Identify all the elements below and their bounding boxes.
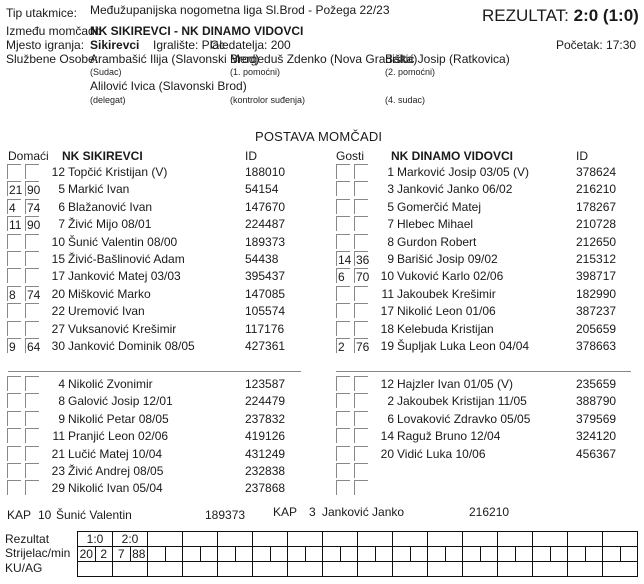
sub-minute-box	[25, 463, 39, 478]
sub-minute-box	[25, 268, 39, 283]
player-name: Jakoubek Krešimir	[397, 286, 496, 301]
sub-number-box	[7, 303, 21, 318]
away-captain-id: 216210	[469, 505, 510, 519]
player-number: 22	[51, 304, 65, 319]
minute-cell	[620, 547, 638, 562]
kickoff-time: Početak: 17:30	[556, 38, 637, 52]
sub-minute-box	[25, 164, 39, 179]
player-number: 2	[387, 394, 394, 409]
player-number: 15	[51, 252, 65, 266]
sub-number-box	[7, 446, 21, 461]
official-referee: Arambašić Ilija (Slavonski Brod)	[90, 52, 260, 66]
player-id: 123587	[245, 377, 286, 391]
away-side-label: Gosti	[336, 149, 365, 163]
scorer-cell	[288, 547, 306, 562]
player-number: 3	[387, 182, 394, 197]
sub-number-box	[336, 428, 350, 443]
sub-minute-box: 90	[27, 218, 41, 233]
sub-number-box	[7, 463, 21, 478]
sub-minute-box	[25, 376, 39, 391]
scorer-cell: 20	[78, 547, 96, 562]
card-cell	[78, 562, 113, 577]
sub-minute-box	[354, 393, 368, 408]
sub-number-box	[336, 181, 350, 196]
role-referee-observer: (kontrolor suđenja)	[230, 95, 306, 105]
sub-number-box: 8	[7, 286, 21, 301]
result-cell	[218, 532, 253, 547]
result-heading	[482, 6, 639, 26]
player-name: Jakoubek Kristijan 11/05	[397, 394, 527, 409]
player-name: Nikolić Ivan 05/04	[68, 481, 163, 496]
home-team-name: NK SIKIREVCI	[62, 149, 143, 163]
result-cell	[533, 532, 568, 547]
sub-number-box	[7, 251, 21, 266]
sub-number-box	[7, 428, 21, 443]
official-assistant-1: Mergeduš Zdenko (Nova Gradiška)	[230, 52, 418, 66]
sub-number-box: 6	[336, 268, 350, 283]
card-cell	[218, 562, 253, 577]
player-name: Kelebuda Kristijan	[397, 321, 494, 336]
sub-number-box	[7, 393, 21, 408]
away-captain-name: Janković Janko	[322, 505, 405, 519]
sub-minute-box	[354, 286, 368, 301]
sub-minute-box	[25, 411, 39, 426]
player-id: 232838	[245, 464, 286, 478]
scorer-cell	[183, 547, 201, 562]
player-name: Vuković Karlo 02/06	[397, 269, 504, 284]
player-id: 188010	[245, 165, 286, 179]
card-cell	[148, 562, 183, 577]
minute-cell	[550, 547, 568, 562]
card-cell	[568, 562, 603, 577]
sub-minute-box	[354, 463, 368, 478]
sub-number-box	[336, 199, 350, 214]
sub-number-box	[7, 376, 21, 391]
sub-minute-box	[25, 446, 39, 461]
player-number: 21	[51, 446, 65, 461]
player-name: Marković Josip 03/05 (V)	[397, 165, 530, 179]
player-name: Živić-Bašlinović Adam	[68, 252, 185, 266]
player-number: 6	[387, 411, 394, 426]
sub-number-box	[336, 393, 350, 408]
scorer-cell	[148, 547, 166, 562]
minute-cell	[270, 547, 288, 562]
player-id: 324120	[576, 429, 617, 444]
player-name: Blažanović Ivan	[68, 199, 153, 214]
sub-number-box	[336, 463, 350, 478]
result-cell	[358, 532, 393, 547]
player-number: 1	[387, 165, 394, 179]
scorer-cell	[533, 547, 551, 562]
sub-minute-box: 74	[27, 200, 41, 215]
away-id-header: ID	[576, 149, 588, 163]
home-side-label: Domaći	[8, 149, 49, 163]
player-id: 237868	[245, 481, 286, 496]
card-cell	[498, 562, 533, 577]
scorer-cell	[323, 547, 341, 562]
player-number: 14	[380, 429, 394, 444]
sub-number-box	[336, 376, 350, 391]
role-fourth-official: (4. sudac)	[385, 95, 426, 105]
player-name: Živić Mijo 08/01	[68, 217, 152, 232]
venue-value: Sikirevci	[90, 38, 140, 52]
scorer-cell	[568, 547, 586, 562]
sub-number-box: 2	[336, 338, 350, 353]
teams-value: NK SIKIREVCI - NK DINAMO VIDOVCI	[90, 24, 304, 38]
sub-minute-box: 36	[356, 253, 370, 267]
player-id: 54438	[245, 252, 279, 266]
pitch-info: Igralište: Plac	[153, 38, 226, 52]
result-cell	[288, 532, 323, 547]
venue-label: Mjesto igranja:	[6, 38, 85, 52]
player-id: 117176	[245, 321, 285, 336]
player-number: 11	[52, 429, 65, 444]
sub-minute-box	[25, 234, 39, 249]
result-cell	[393, 532, 428, 547]
sub-minute-box	[354, 216, 368, 231]
player-name: Nikolić Zvonimir	[68, 377, 153, 391]
player-name: Barišić Josip 09/02	[397, 252, 498, 266]
player-id: 388790	[576, 394, 617, 409]
home-captain-name: Šunić Valentin	[56, 508, 132, 522]
sub-minute-box	[354, 321, 368, 336]
sub-number-box: 14	[338, 253, 352, 267]
player-number: 10	[380, 269, 394, 284]
player-id: 398717	[576, 269, 617, 284]
minute-cell	[235, 547, 253, 562]
match-type-value: Međužupanijska nogometna liga Sl.Brod - Požega 22/23	[90, 3, 390, 17]
result-cell: 2:0	[113, 532, 148, 547]
player-name: Vuksanović Krešimir	[68, 321, 177, 336]
sub-minute-box	[354, 164, 368, 179]
player-number: 11	[381, 286, 394, 301]
sub-number-box	[336, 446, 350, 461]
minute-cell	[165, 547, 183, 562]
lineup-title: POSTAVA MOMČADI	[255, 129, 383, 144]
role-assistant-1: (1. pomoćni)	[230, 67, 281, 77]
grid-scorer-label: Strijelac/min	[5, 546, 71, 560]
sub-number-box: 9	[7, 338, 21, 353]
card-cell	[393, 562, 428, 577]
player-number: 17	[380, 304, 394, 319]
player-name: Markić Ivan	[68, 182, 130, 197]
player-name: Vidić Luka 10/06	[397, 446, 486, 461]
result-cell	[148, 532, 183, 547]
minute-cell: 88	[130, 547, 148, 562]
player-number: 23	[51, 464, 65, 478]
sub-minute-box	[25, 393, 39, 408]
player-id: 378663	[576, 339, 617, 353]
player-id: 215312	[576, 252, 617, 266]
sub-minute-box: 90	[27, 183, 41, 198]
player-name: Mišković Marko	[68, 286, 151, 301]
result-cell: 1:0	[78, 532, 113, 547]
minute-cell	[410, 547, 428, 562]
player-number: 12	[380, 377, 394, 391]
player-name: Uremović Ivan	[68, 304, 145, 319]
sub-minute-box	[354, 428, 368, 443]
player-id: 456367	[576, 446, 617, 461]
player-name: Šunić Valentin 08/00	[68, 234, 178, 249]
player-name: Hlebec Mihael	[397, 217, 474, 232]
player-name: Lovaković Zdravko 05/05	[397, 411, 531, 426]
scorer-cell	[393, 547, 411, 562]
player-id: 54154	[245, 182, 279, 197]
sub-minute-box	[25, 303, 39, 318]
player-number: 5	[58, 182, 65, 197]
player-id: 378624	[576, 165, 617, 179]
card-cell	[113, 562, 148, 577]
minute-cell	[445, 547, 463, 562]
scorer-cell	[218, 547, 236, 562]
scorer-cell	[498, 547, 516, 562]
player-name: Pranjić Leon 02/06	[68, 429, 169, 444]
home-captain-label: KAP	[7, 508, 32, 522]
teams-label: Između momčadi:	[6, 24, 101, 38]
player-number: 8	[387, 234, 394, 249]
player-number: 9	[387, 252, 394, 266]
player-name: Lučić Matej 10/04	[68, 446, 163, 461]
minute-cell	[480, 547, 498, 562]
player-name: Gurdon Robert	[397, 234, 477, 249]
sub-minute-box: 70	[356, 270, 370, 285]
role-delegate: (delegat)	[90, 95, 126, 105]
sub-minute-box	[354, 234, 368, 249]
player-number: 18	[380, 321, 394, 336]
sub-minute-box	[25, 480, 39, 495]
player-id: 182990	[576, 286, 617, 301]
sub-number-box	[7, 411, 21, 426]
minute-cell	[515, 547, 533, 562]
player-number: 30	[51, 339, 65, 353]
player-number: 12	[51, 165, 65, 179]
minute-cell	[340, 547, 358, 562]
sub-minute-box	[354, 303, 368, 318]
away-captain-number: 3	[309, 505, 316, 519]
sub-number-box	[336, 234, 350, 249]
player-id: 395437	[245, 269, 286, 284]
player-id: 419126	[245, 429, 286, 444]
sub-number-box	[336, 321, 350, 336]
home-captain-number: 10	[38, 508, 52, 522]
sub-number-box	[336, 480, 350, 495]
minute-cell	[585, 547, 603, 562]
officials-label: Službene Osobe:	[6, 52, 99, 66]
player-name: Živić Andrej 08/05	[68, 464, 164, 478]
scorer-cell	[253, 547, 271, 562]
home-captain-id: 189373	[205, 508, 246, 522]
card-cell	[253, 562, 288, 577]
sub-number-box	[336, 216, 350, 231]
player-id: 224487	[245, 217, 286, 232]
card-cell	[603, 562, 638, 577]
role-referee: (Sudac)	[90, 67, 122, 77]
player-id: 387237	[576, 304, 617, 319]
sub-minute-box: 64	[27, 340, 41, 354]
result-cell	[463, 532, 498, 547]
player-name: Raguž Bruno 12/04	[397, 429, 501, 444]
result-label: REZULTAT:	[482, 6, 569, 25]
player-id: 379569	[576, 411, 617, 426]
card-cell	[358, 562, 393, 577]
card-cell	[533, 562, 568, 577]
sub-minute-box	[25, 321, 39, 336]
result-cell	[183, 532, 218, 547]
sub-minute-box	[354, 376, 368, 391]
player-number: 7	[58, 217, 65, 232]
minute-cell: 2	[95, 547, 113, 562]
sub-minute-box	[25, 428, 39, 443]
sub-number-box	[336, 164, 350, 179]
minute-cell	[375, 547, 393, 562]
player-number: 6	[58, 199, 65, 214]
grid-cards-label: KU/AG	[5, 561, 43, 575]
scorer-cell	[428, 547, 446, 562]
official-assistant-2: Baltić Josip (Ratkovica)	[385, 52, 510, 66]
player-id: 178267	[576, 199, 617, 214]
card-cell	[183, 562, 218, 577]
player-name: Šupljak Luka Leon 04/04	[397, 339, 530, 353]
result-cell	[323, 532, 358, 547]
player-number: 5	[387, 199, 394, 214]
player-number: 17	[51, 269, 65, 284]
player-id: 210728	[576, 217, 617, 232]
scorer-cell	[358, 547, 376, 562]
scorer-cell	[463, 547, 481, 562]
official-delegate: Alilović Ivica (Slavonski Brod)	[90, 79, 247, 93]
result-cell	[603, 532, 638, 547]
player-id: 427361	[245, 339, 286, 353]
card-cell	[463, 562, 498, 577]
minute-cell	[200, 547, 218, 562]
sub-number-box: 21	[9, 183, 23, 198]
player-number: 20	[380, 446, 394, 461]
scorer-cell: 7	[113, 547, 131, 562]
sub-minute-box	[354, 181, 368, 196]
player-name: Gomerčić Matej	[397, 199, 482, 214]
player-id: 237832	[245, 411, 286, 426]
player-number: 9	[58, 411, 65, 426]
player-id: 105574	[245, 304, 286, 319]
player-id: 147085	[245, 286, 286, 301]
minute-cell	[305, 547, 323, 562]
sub-number-box	[7, 164, 21, 179]
scorer-cell	[603, 547, 621, 562]
sub-number-box	[7, 480, 21, 495]
match-type-label: Tip utakmice:	[6, 6, 77, 20]
player-id: 147670	[245, 199, 286, 214]
player-id: 431249	[245, 446, 286, 461]
sub-minute-box: 76	[356, 340, 370, 354]
card-cell	[288, 562, 323, 577]
player-number: 7	[387, 217, 394, 232]
sub-number-box	[336, 303, 350, 318]
score-grid	[77, 531, 638, 577]
sub-number-box: 4	[7, 199, 21, 214]
sub-number-box	[7, 321, 21, 336]
result-cell	[568, 532, 603, 547]
grid-result-label: Rezultat	[5, 532, 50, 546]
sub-minute-box	[354, 480, 368, 495]
player-name: Galović Josip 12/01	[68, 394, 173, 409]
card-cell	[428, 562, 463, 577]
player-number: 19	[380, 339, 394, 353]
player-number: 4	[58, 377, 65, 391]
player-id: 224479	[245, 394, 286, 409]
player-id: 189373	[245, 234, 286, 249]
player-number: 10	[51, 234, 65, 249]
sub-minute-box	[354, 446, 368, 461]
player-number: 8	[58, 394, 65, 409]
result-cell	[498, 532, 533, 547]
away-team-name: NK DINAMO VIDOVCI	[391, 149, 514, 163]
sub-minute-box: 74	[27, 287, 41, 302]
card-cell	[323, 562, 358, 577]
sub-number-box	[336, 411, 350, 426]
result-cell	[253, 532, 288, 547]
sub-number-box: 11	[9, 218, 22, 233]
sub-number-box	[7, 234, 21, 249]
sub-number-box	[336, 286, 350, 301]
player-name: Janković Janko 06/02	[397, 182, 513, 197]
player-id: 216210	[576, 182, 617, 197]
player-number: 27	[51, 321, 65, 336]
player-name: Nikolić Leon 01/06	[397, 304, 496, 319]
player-id: 212650	[576, 234, 617, 249]
player-name: Topčić Kristijan (V)	[68, 165, 168, 179]
sub-minute-box	[354, 199, 368, 214]
player-id: 235659	[576, 377, 617, 391]
result-cell	[428, 532, 463, 547]
sub-minute-box	[25, 251, 39, 266]
spectators-info: Gledatelja: 200	[210, 38, 291, 52]
player-name: Janković Dominik 08/05	[68, 339, 195, 353]
role-assistant-2: (2. pomoćni)	[385, 67, 436, 77]
player-id: 205659	[576, 321, 617, 336]
sub-minute-box	[354, 411, 368, 426]
player-name: Hajzler Ivan 01/05 (V)	[397, 377, 514, 391]
home-subs-divider	[8, 371, 301, 372]
player-number: 20	[51, 286, 65, 301]
player-name: Nikolić Petar 08/05	[68, 411, 169, 426]
sub-number-box	[7, 268, 21, 283]
player-name: Janković Matej 03/03	[68, 269, 181, 284]
result-score: 2:0 (1:0)	[573, 6, 639, 25]
away-subs-divider	[336, 371, 631, 372]
home-id-header: ID	[245, 149, 257, 163]
player-number: 29	[51, 481, 65, 496]
away-captain-label: KAP	[273, 505, 298, 519]
